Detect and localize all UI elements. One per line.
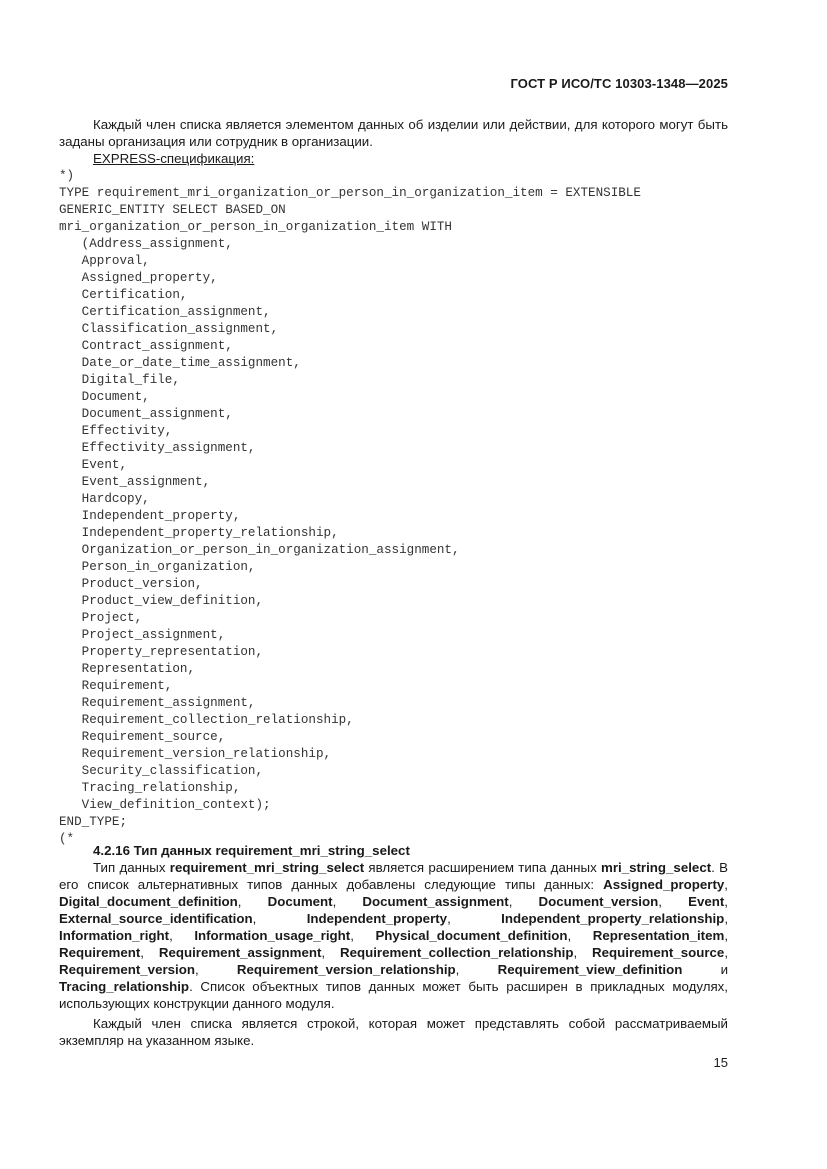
- text-run: ,: [724, 928, 729, 943]
- entity-name: Representation_item: [592, 928, 725, 943]
- code-line: Person_in_organization,: [59, 560, 256, 574]
- express-spec-label: EXPRESS-спецификация:: [93, 151, 255, 166]
- entity-name: Assigned_property: [603, 877, 725, 892]
- code-line: Product_version,: [59, 577, 203, 591]
- intro-paragraph: Каждый член списка является элементом данных об изделии или действии, для которого могут быть заданы организация или сотрудник в организации.: [59, 117, 728, 149]
- section-paragraph-2: Каждый член списка является строкой, которая может представлять собой рассматриваемый экземпляр на указанном языке.: [59, 1016, 728, 1048]
- code-line: Document_assignment,: [59, 407, 233, 421]
- text-run: ,: [724, 877, 728, 892]
- code-line: Event,: [59, 458, 128, 472]
- code-line: Assigned_property,: [59, 271, 218, 285]
- text-run: ,: [252, 911, 307, 926]
- text-run: ,: [194, 962, 237, 977]
- express-code-block: [59, 168, 641, 848]
- entity-name: requirement_mri_string_select: [169, 860, 365, 875]
- text-run: ,: [573, 945, 593, 960]
- code-line: Document,: [59, 390, 150, 404]
- code-line: Event_assignment,: [59, 475, 211, 489]
- text-run: . Список объектных типов данных может быть расширен в прикладных модулях, использующих конструкции данного модуля.: [59, 979, 728, 1011]
- code-line: Property_representation,: [59, 645, 264, 659]
- entity-name: mri_string_select: [601, 860, 712, 875]
- text-run: ,: [447, 911, 502, 926]
- entity-name: Requirement_collection_relationship: [339, 945, 574, 960]
- entity-name: Independent_property_relationship: [501, 911, 725, 926]
- code-line: Hardcopy,: [59, 492, 150, 506]
- entity-name: Document: [267, 894, 333, 909]
- code-line: Project,: [59, 611, 143, 625]
- entity-name: Requirement_assignment: [158, 945, 322, 960]
- entity-name: Requirement: [59, 945, 141, 960]
- code-line: Requirement_collection_relationship,: [59, 713, 354, 727]
- text-run: является расширением типа данных: [364, 860, 602, 875]
- entity-name: Physical_document_definition: [375, 928, 568, 943]
- code-line: Requirement_assignment,: [59, 696, 256, 710]
- text-run: ,: [140, 945, 159, 960]
- code-line: (*: [59, 832, 75, 846]
- code-line: Effectivity_assignment,: [59, 441, 256, 455]
- code-line: Product_view_definition,: [59, 594, 264, 608]
- code-line: GENERIC_ENTITY SELECT BASED_ON: [59, 203, 286, 217]
- entity-name: Document_version: [538, 894, 659, 909]
- text-run: ,: [508, 894, 539, 909]
- code-line: (Address_assignment,: [59, 237, 233, 251]
- code-line: Independent_property_relationship,: [59, 526, 339, 540]
- text-run: ,: [567, 928, 593, 943]
- code-line: Approval,: [59, 254, 150, 268]
- code-line: Contract_assignment,: [59, 339, 233, 353]
- text-run: ,: [332, 894, 363, 909]
- code-line: Project_assignment,: [59, 628, 226, 642]
- section-heading: 4.2.16 Тип данных requirement_mri_string_select: [93, 843, 410, 858]
- code-line: *): [59, 169, 75, 183]
- text-run: ,: [169, 928, 195, 943]
- page-number: 15: [713, 1055, 728, 1070]
- text-run: ,: [658, 894, 689, 909]
- text-run: ,: [724, 945, 729, 960]
- code-line: Requirement,: [59, 679, 173, 693]
- text-run: ,: [321, 945, 340, 960]
- section-paragraph-1: [59, 859, 728, 1012]
- code-line: Security_classification,: [59, 764, 264, 778]
- code-line: Certification_assignment,: [59, 305, 271, 319]
- code-line: Representation,: [59, 662, 196, 676]
- entity-name: Requirement_version_relationship: [236, 962, 456, 977]
- code-line: View_definition_context);: [59, 798, 271, 812]
- code-line: mri_organization_or_person_in_organization_item WITH: [59, 220, 452, 234]
- code-line: Requirement_source,: [59, 730, 226, 744]
- text-run: . В его список альтернативных типов данных добавлены следующие типы данных:: [59, 860, 728, 892]
- text-run: Тип данных: [93, 860, 170, 875]
- entity-name: Information_usage_right: [194, 928, 351, 943]
- text-run: ,: [455, 962, 498, 977]
- text-run: и: [682, 962, 729, 977]
- section-body: [59, 859, 728, 1049]
- entity-name: Document_assignment: [362, 894, 509, 909]
- code-line: Independent_property,: [59, 509, 241, 523]
- text-run: ,: [237, 894, 268, 909]
- code-line: Date_or_date_time_assignment,: [59, 356, 301, 370]
- entity-name: Requirement_view_definition: [497, 962, 683, 977]
- code-line: Certification,: [59, 288, 188, 302]
- entity-name: Digital_document_definition: [59, 894, 238, 909]
- text-run: ,: [724, 911, 729, 926]
- entity-name: Requirement_source: [592, 945, 725, 960]
- document-header: ГОСТ Р ИСО/ТС 10303-1348—2025: [510, 76, 728, 91]
- entity-name: Requirement_version: [59, 962, 195, 977]
- code-line: END_TYPE;: [59, 815, 128, 829]
- code-line: Tracing_relationship,: [59, 781, 241, 795]
- entity-name: External_source_identification: [59, 911, 253, 926]
- code-line: TYPE requirement_mri_organization_or_person_in_organization_item = EXTENSIBLE: [59, 186, 641, 200]
- entity-name: Event: [688, 894, 725, 909]
- entity-name: Independent_property: [306, 911, 448, 926]
- code-line: Requirement_version_relationship,: [59, 747, 332, 761]
- code-line: Organization_or_person_in_organization_assignment,: [59, 543, 460, 557]
- entity-name: Tracing_relationship: [59, 979, 190, 994]
- code-line: Effectivity,: [59, 424, 173, 438]
- entity-name: Information_right: [59, 928, 170, 943]
- code-line: Classification_assignment,: [59, 322, 279, 336]
- text-run: ,: [350, 928, 376, 943]
- code-line: Digital_file,: [59, 373, 180, 387]
- text-run: ,: [724, 894, 728, 909]
